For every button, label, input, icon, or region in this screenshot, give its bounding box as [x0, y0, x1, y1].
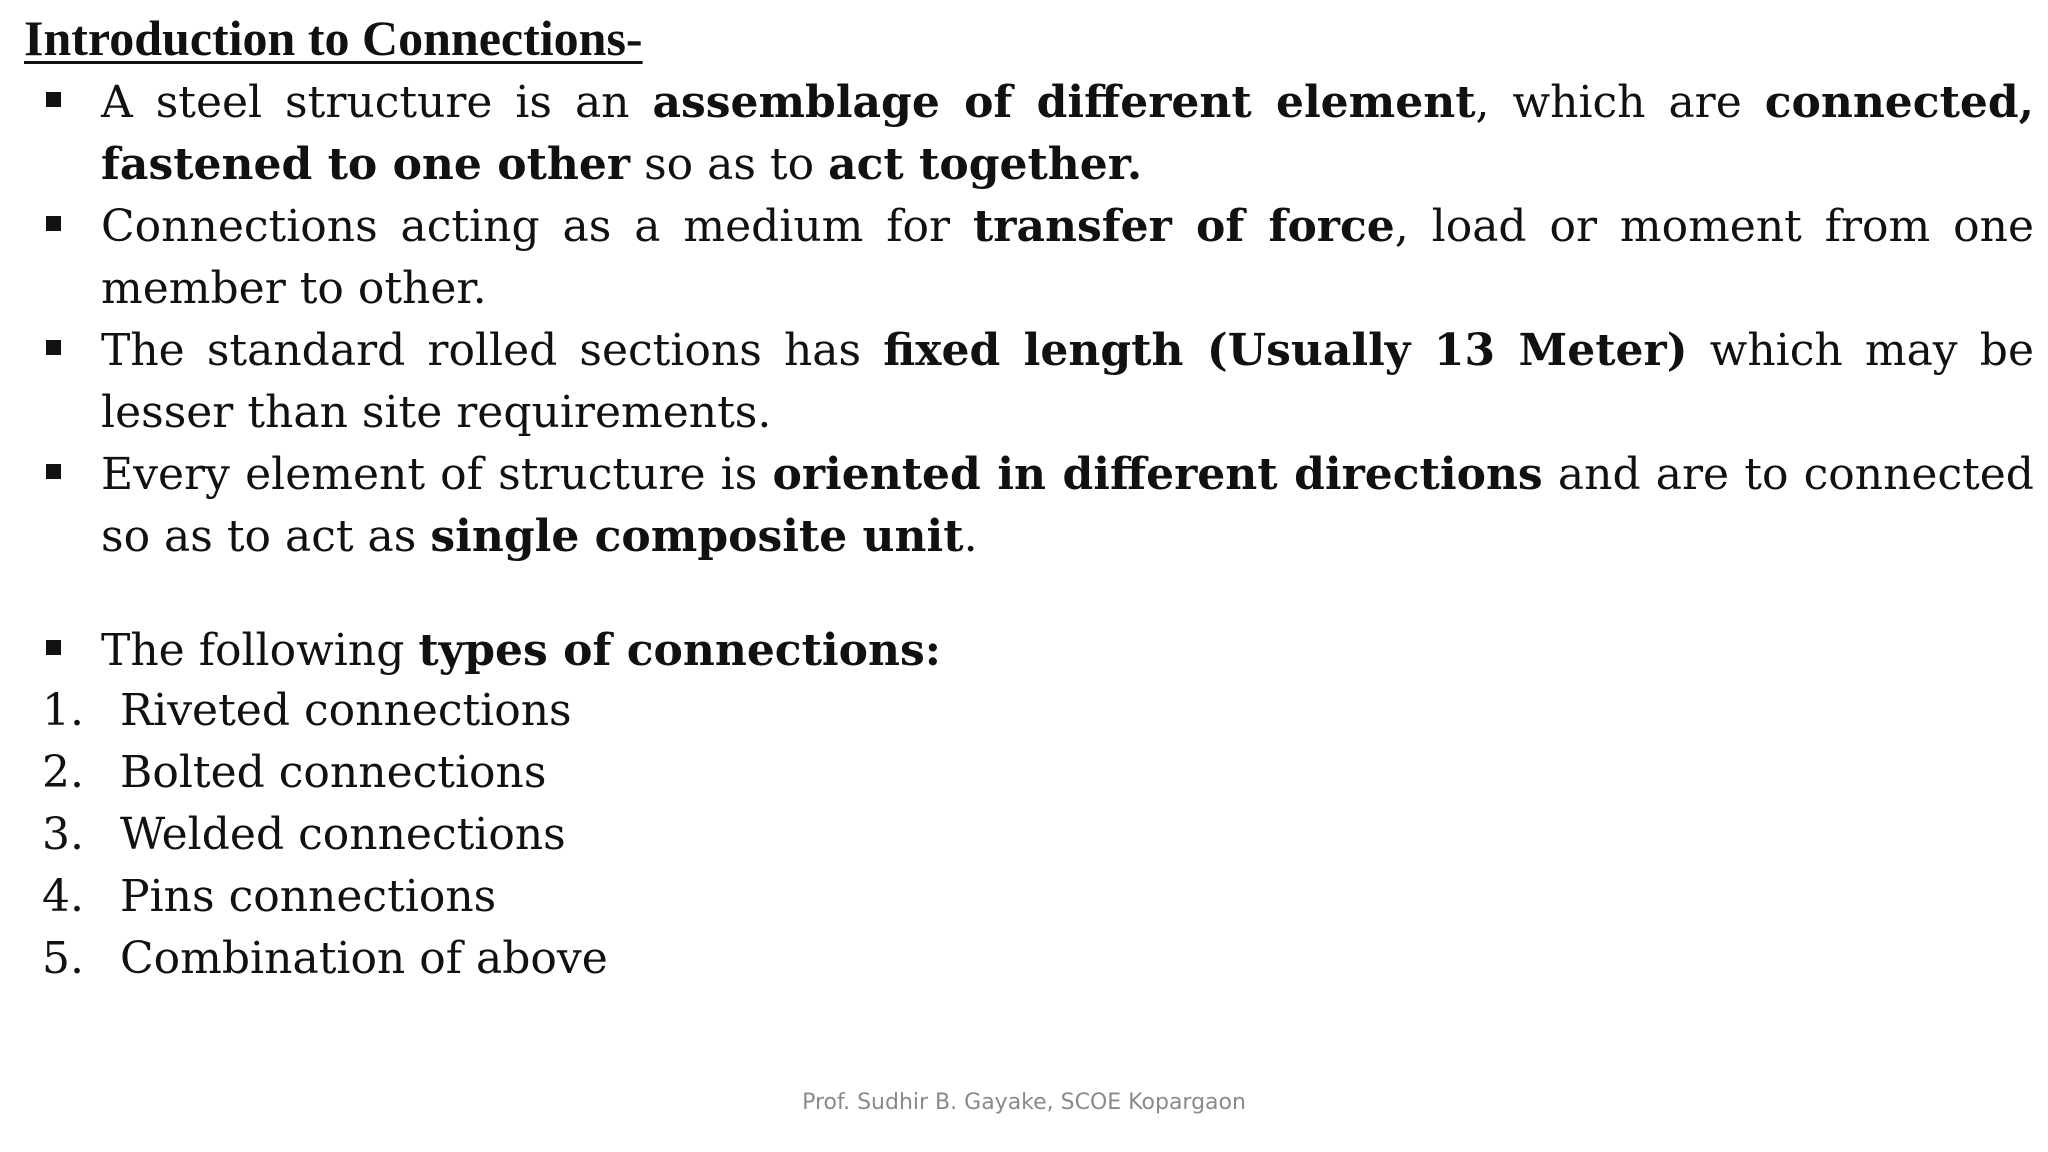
bullet-text: so as to — [630, 139, 829, 190]
square-bullet-icon — [46, 92, 61, 107]
spacer — [0, 568, 2048, 620]
bullet-text: and are to connected so as to act as — [101, 449, 2034, 562]
bullet-bold-text: transfer of force — [972, 201, 1395, 252]
bullet-text: which may be lesser than site requirements. — [101, 325, 2034, 438]
bullet-bold-text: oriented in different directions — [772, 449, 1543, 500]
list-number: 2. — [42, 747, 84, 798]
square-bullet-icon — [46, 640, 61, 655]
list-label: Welded connections — [120, 809, 566, 860]
list-item — [0, 680, 608, 742]
bullet-bold-text: connected, fastened to one other — [101, 77, 2034, 190]
bullet-bold-text: act together. — [828, 139, 1143, 190]
footer-author: Prof. Sudhir B. Gayake, SCOE Kopargaon — [802, 1090, 1246, 1115]
bullet-text: The standard rolled sections has — [101, 325, 884, 376]
bullet-text: The following — [101, 625, 419, 676]
bullet-bold-text: fixed length (Usually 13 Meter) — [883, 325, 1688, 376]
bullet-text: Connections acting as a medium for — [101, 201, 973, 252]
bullet-item — [0, 72, 2048, 196]
connection-types-list — [0, 680, 608, 990]
list-label: Bolted connections — [120, 747, 547, 798]
list-number: 1. — [42, 685, 84, 736]
list-label: Riveted connections — [120, 685, 572, 736]
bullet-text: A steel structure is an — [101, 77, 653, 128]
bullet-item — [0, 444, 2048, 568]
square-bullet-icon — [46, 464, 61, 479]
list-item — [0, 928, 608, 990]
list-number: 5. — [42, 933, 84, 984]
square-bullet-icon — [46, 216, 61, 231]
bullet-text: , which are — [1475, 77, 1765, 128]
list-number: 3. — [42, 809, 84, 860]
list-label: Combination of above — [120, 933, 608, 984]
bullet-item — [0, 320, 2048, 444]
list-label: Pins connections — [120, 871, 497, 922]
bullet-bold-text: single composite unit — [430, 511, 964, 562]
list-item — [0, 804, 608, 866]
bullet-list — [0, 72, 2048, 682]
bullet-text: , load or moment from one member to other. — [101, 201, 2035, 314]
square-bullet-icon — [46, 340, 61, 355]
bullet-item-types — [0, 620, 2048, 682]
list-number: 4. — [42, 871, 84, 922]
bullet-item — [0, 196, 2048, 320]
slide-title: Introduction to Connections- — [24, 10, 643, 66]
bullet-bold-text: types of connections: — [418, 625, 941, 676]
bullet-text: . — [963, 511, 978, 562]
list-item — [0, 742, 608, 804]
bullet-bold-text: assemblage of different element — [652, 77, 1476, 128]
bullet-text: Every element of structure is — [101, 449, 773, 500]
list-item — [0, 866, 608, 928]
